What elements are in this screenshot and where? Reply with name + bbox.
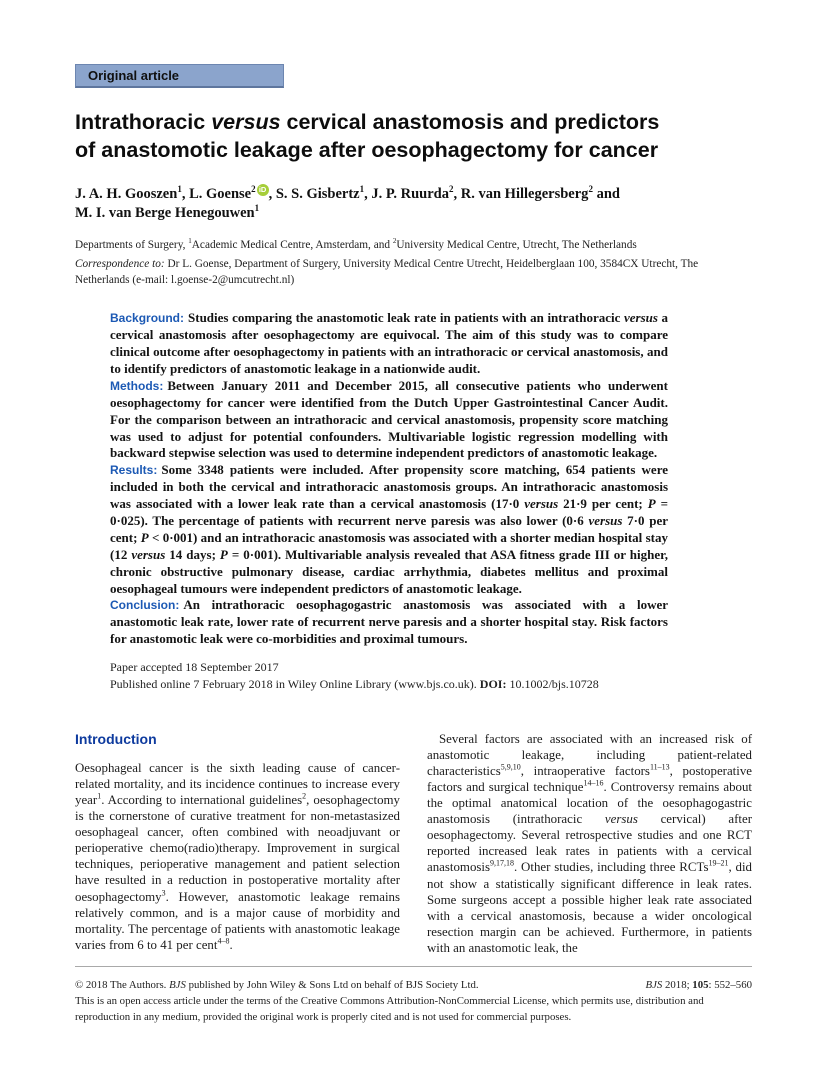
- abstract-results-paragraph: [110, 462, 668, 597]
- introduction-paragraph-2: Several factors are associated with an increased risk of anastomotic leakage, including patient-related characteristics$^{5,9,10}$, intraoperative factors$^{11-13}$, postoperative factors and surgical technique$^{14-16}$. Controversy remains about the optimal anatomical location of the oesophagogastric anastomosis (intrathoracic versus cervical) after oesophagectomy. Several retrospective studies and one RCT reported increased leak rates in patients with a cervical anastomosis$^{9,17,18}$. Other studies, including three RCTs$^{19-21}$, did not show a statistically significant difference in leak rates. Some surgeons accept a possible higher leak rate associated with a cervical anastomosis, because a wider oncological resection margin can be achieved. Furthermore, in patients with an anastomotic leak, the: [427, 731, 753, 955]
- article-type-badge: Original article: [75, 64, 284, 88]
- abstract-conclusion-text: An intrathoracic oesophagogastric anastomosis was associated with a lower anastomotic leak rate, lower rate of recurrent nerve paresis and a shorter hospital stay. Risk factors for anastomotic leak were co-morbidities and proximal tumours.: [110, 597, 668, 647]
- abstract-methods-text: Between January 2011 and December 2015, all consecutive patients who underwent oesophagectomy for cancer were identified from the Dutch Upper Gastrointestinal Cancer Audit. For the comparison between an intrathoracic and cervical anastomosis, propensity score matching was used to adjust for potential confounders. Multivariable logistic regression modelling with backward stepwise selection was used to determine independent predictors of anastomotic leakage.: [110, 377, 668, 461]
- abstract-background-paragraph: [110, 310, 668, 378]
- right-column: [427, 731, 752, 956]
- footer-copyright: © 2018 The Authors. BJS published by John Wiley & Sons Ltd on behalf of BJS Society Ltd.: [75, 978, 479, 991]
- affiliation-line: Departments of Surgery, $^1$Academic Medical Centre, Amsterdam, and $^2$University Medical Centre, Utrecht, The Netherlands: [75, 237, 637, 252]
- published-online-line: Published online 7 February 2018 in Wiley Online Library (www.bjs.co.uk). DOI: 10.1002/bjs.10728: [110, 676, 599, 691]
- authors-line: [75, 184, 752, 224]
- page-footer: [75, 966, 752, 1026]
- left-column: [75, 731, 400, 956]
- publication-dates: [110, 659, 752, 693]
- correspondence-line: Correspondence to: Dr L. Goense, Department of Surgery, University Medical Centre Utrecht, Heidelberglaan 100, 3584CX Utrecht, The Netherlands (e-mail: l.goense-2@umcutrecht.nl): [75, 257, 699, 286]
- authors-after-orcid: , S. S. Gisbertz$^1$, J. P. Ruurda$^2$, R. van Hillegersberg$^2$ and M. I. van Berge Henegouwen$^1$: [75, 183, 620, 222]
- orcid-icon[interactable]: iD: [257, 184, 269, 196]
- abstract-block: [110, 310, 668, 648]
- abstract-conclusion-paragraph: [110, 597, 668, 648]
- abstract-conclusion-label: Conclusion:: [110, 598, 180, 613]
- footer-citation: BJS 2018; 105: 552–560: [645, 978, 752, 991]
- abstract-results-label: Results:: [110, 463, 158, 478]
- page-title: Intrathoracic versus cervical anastomosis and predictors of anastomotic leakage after oesophagectomy for cancer: [75, 110, 660, 162]
- abstract-methods-paragraph: [110, 378, 668, 462]
- body-columns: [75, 731, 752, 956]
- footer-license: This is an open access article under the terms of the Creative Commons Attribution-NonCommercial License, which permits use, distribution and reproduction in any medium, provided the original work is properly cited and is not used for commercial purposes.: [75, 995, 704, 1024]
- abstract-background-text: Studies comparing the anastomotic leak rate in patients with an intrathoracic versus a cervical anastomosis after oesophagectomy are equivocal. The aim of this study was to compare clinical outcome after oesophagectomy in patients with an intrathoracic or cervical anastomosis, and to identify predictors of anastomotic leakage in a nationwide audit.: [110, 310, 669, 376]
- abstract-methods-label: Methods:: [110, 378, 164, 393]
- abstract-background-label: Background:: [110, 311, 185, 326]
- abstract-results-text: Some 3348 patients were included. After propensity score matching, 654 patients were included in both the cervical and intrathoracic anastomosis groups. An intrathoracic anastomosis was associated with a lower leak rate than a cervical anastomosis (17·0 versus 21·9 per cent; P = 0·025). The percentage of patients with recurrent nerve paresis was also lower (0·6 versus 7·0 per cent; P < 0·001) and an intrathoracic anastomosis was associated with a shorter median hospital stay (12 versus 14 days; P = 0·001). Multivariable analysis revealed that ASA fitness grade III or higher, chronic obstructive pulmonary disease, cardiac arrhythmia, diabetes mellitus and proximal oesophageal tumours were independent predictors of anastomotic leakage.: [110, 462, 668, 596]
- paper-accepted-line: Paper accepted 18 September 2017: [110, 660, 279, 675]
- introduction-paragraph-1: Oesophageal cancer is the sixth leading cause of cancer-related mortality, and its incidence continues to increase every year$^1$. According to international guidelines$^2$, oesophagectomy is the cornerstone of curative treatment for non-metastasized oesophageal cancer, often combined with neoadjuvant or perioperative chemo(radio)therapy. Improvement in surgical techniques, perioperative management and patient selection have resulted in a reduction in postoperative mortality after oesophagectomy$^3$. However, anastomotic leakage remains relatively common, and is a major cause of morbidity and mortality. The percentage of patients with anastomotic leakage varies from 6 to 41 per cent$^{4-8}$.: [75, 760, 400, 952]
- introduction-heading: Introduction: [75, 730, 157, 747]
- authors-before-orcid: J. A. H. Gooszen$^1$, L. Goense$^2$: [75, 183, 256, 202]
